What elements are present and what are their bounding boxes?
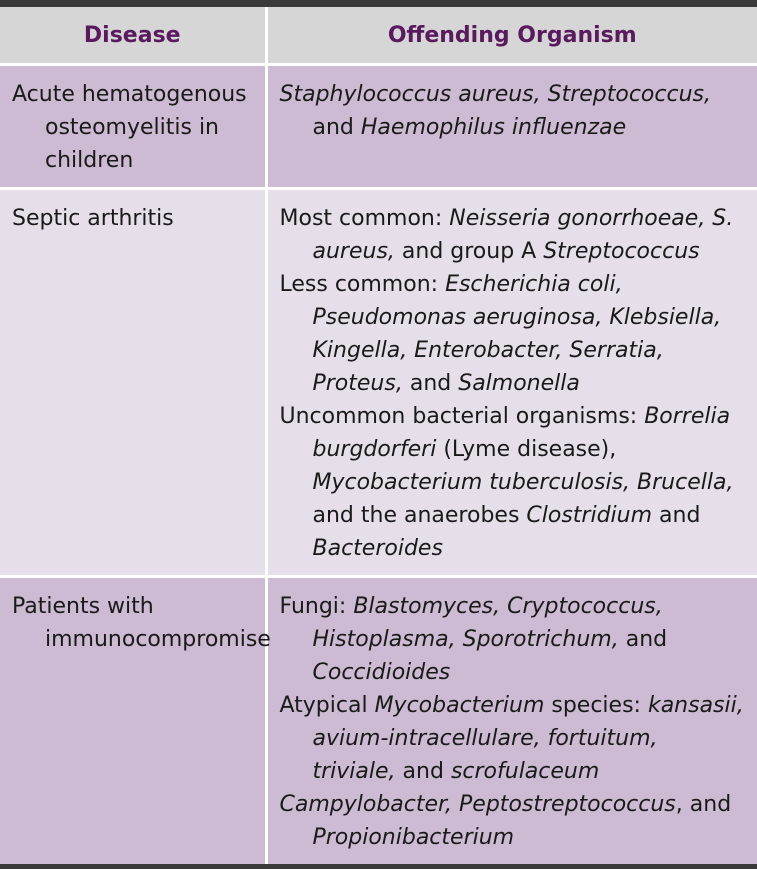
organism-name: scrofulaceum	[450, 759, 600, 784]
organism-text: and	[402, 371, 459, 396]
organism-text: (Lyme disease),	[436, 437, 617, 462]
organism-text: and group A	[394, 239, 544, 264]
organism-name: Mycobacterium tuberculosis, Brucella,	[312, 470, 734, 495]
organism-text: Atypical	[279, 693, 375, 718]
organism-entry	[280, 400, 746, 565]
organism-text: Most common:	[279, 206, 450, 231]
organism-name: kansasii, avium-intracellulare, fortuitum, triviale,	[312, 693, 744, 784]
organism-text: Uncommon bacterial organisms:	[279, 404, 645, 429]
table-row	[0, 189, 757, 577]
organism-name: Mycobacterium	[374, 693, 545, 718]
disease-cell	[0, 189, 266, 577]
organism-name: Neisseria gonorrhoeae, S. aureus,	[312, 206, 734, 264]
organism-entry	[280, 78, 746, 144]
organism-entry	[280, 788, 746, 854]
organism-name: Streptococcus	[543, 239, 700, 264]
header-disease: Disease	[0, 4, 266, 65]
organism-cell	[266, 189, 757, 577]
organism-text: and	[618, 627, 668, 652]
disease-name: Patients with immunocompromise	[12, 594, 271, 652]
organism-entry	[280, 202, 746, 268]
table-header-row	[0, 4, 757, 65]
organism-text: and the anaerobes	[312, 503, 527, 528]
organism-name: Salmonella	[458, 371, 580, 396]
disease-name: Acute hematogenous osteomyelitis in children	[12, 82, 247, 173]
organism-text: species:	[544, 693, 648, 718]
disease-name: Septic arthritis	[12, 206, 174, 231]
organism-text: and	[395, 759, 451, 784]
table-row	[0, 65, 757, 189]
organism-name: Bacteroides	[312, 536, 443, 561]
organism-entry	[280, 268, 746, 400]
table-row	[0, 577, 757, 867]
organism-name: Borrelia burgdorferi	[312, 404, 731, 462]
organism-text: , and	[675, 792, 732, 817]
organism-cell	[266, 577, 757, 867]
organism-name: Campylobacter, Peptostreptococcus	[279, 792, 676, 817]
organism-name: Clostridium	[526, 503, 653, 528]
organism-name: Propionibacterium	[312, 825, 515, 850]
organism-cell	[266, 65, 757, 189]
organism-name: Haemophilus influenzae	[360, 115, 627, 140]
disease-cell	[0, 65, 266, 189]
organism-text: Fungi:	[279, 594, 354, 619]
disease-cell	[0, 577, 271, 867]
organism-text: and	[312, 115, 361, 140]
organism-entry	[280, 689, 746, 788]
organism-text: and	[652, 503, 701, 528]
organism-name: Escherichia coli, Pseudomonas aeruginosa, Klebsiella, Kingella, Enterobacter, Serratia, Proteus,	[312, 272, 722, 396]
organism-name: Blastomyces, Cryptococcus, Histoplasma, Sporotrichum,	[312, 594, 663, 652]
organism-text: Less common:	[279, 272, 446, 297]
organism-entry	[280, 590, 746, 689]
organism-name: Coccidioides	[312, 660, 451, 685]
header-offending-organism: Offending Organism	[266, 4, 757, 65]
organism-name: Staphylococcus aureus, Streptococcus,	[279, 82, 711, 107]
